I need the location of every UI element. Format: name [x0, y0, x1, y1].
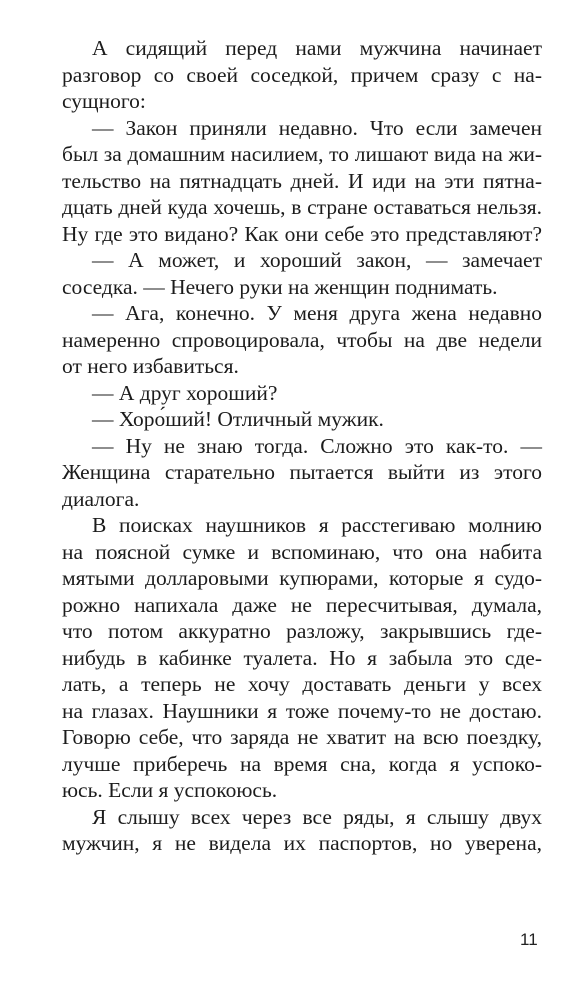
text-line: рожно напихала даже не пересчитывая, думала, [62, 592, 542, 617]
text-line: Говорю себе, что заряда не хватит на всю поездку, [62, 725, 542, 749]
text-line: мужчин, я не видела их паспортов, но уверена, [62, 831, 542, 855]
text-line: что потом аккуратно разложу, закрывшись где- [62, 619, 542, 643]
text-line: Женщина старательно пытается выйти из этого [62, 460, 542, 484]
text-line: на поясной сумке и вспоминаю, что она набита [62, 539, 542, 564]
text-line: мятыми долларовыми купюрами, которые я судо- [62, 566, 542, 590]
text-line: от него избавиться. [62, 354, 239, 378]
text-line: А сидящий перед нами мужчина начинает [92, 36, 542, 60]
text-line: лучше приберечь на время сна, когда я успоко- [62, 751, 542, 776]
text-line: был за домашним насилием, то лишают вида на жи- [62, 142, 542, 166]
text-line: — А может, и хороший закон, — замечает [92, 248, 542, 272]
text-line: лать, а теперь не хочу доставать деньги у всех [62, 672, 542, 696]
text-line: тельство на пятнадцать дней. И иди на эти пятна- [62, 168, 542, 193]
text-line: Ну где это видано? Как они себе это представляют? [62, 221, 542, 246]
text-line: нибудь в кабинке туалета. Но я забыла это сде- [62, 645, 542, 670]
text-line: сущного: [62, 89, 146, 113]
text-line: — Хоро́ший! Отличный мужик. [92, 407, 384, 431]
text-line: дцать дней куда хочешь, в стране оставаться нельзя. [62, 195, 542, 219]
text-line: диалога. [62, 486, 140, 511]
text-line: намеренно спровоцировала, чтобы на две недели [62, 327, 542, 352]
text-line: — Ну не знаю тогда. Сложно это как-то. — [92, 433, 542, 458]
text-line: — А друг хороший? [92, 380, 278, 405]
text-line: разговор со своей соседкой, причем сразу с на- [62, 62, 542, 87]
text-line: юсь. Если я успокоюсь. [62, 778, 278, 802]
text-line: — Закон приняли недавно. Что если замечен [92, 115, 542, 140]
text-line: В поисках наушников я расстегиваю молнию [92, 513, 542, 537]
text-line: на глазах. Наушники я тоже почему-то не достаю. [62, 698, 542, 723]
body-text [62, 35, 542, 857]
text-line: — Ага, конечно. У меня друга жена недавно [92, 301, 542, 325]
text-line: соседка. — Нечего руки на женщин поднимать. [62, 274, 498, 299]
page-number: 11 [520, 930, 538, 949]
text-line: Я слышу всех через все ряды, я слышу двух [92, 804, 542, 829]
